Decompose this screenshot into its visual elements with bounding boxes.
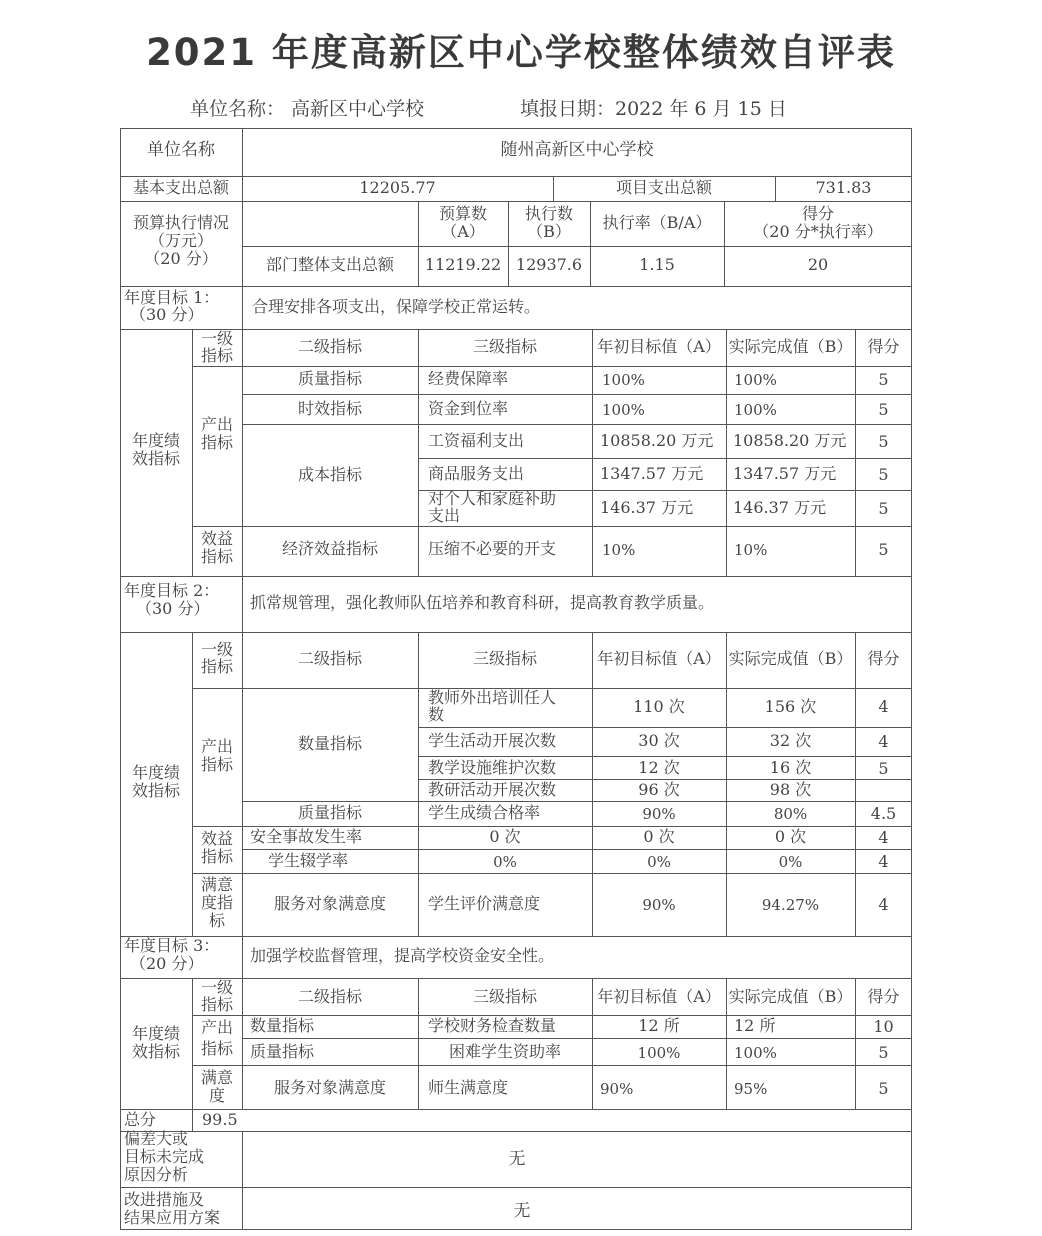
cost-lvl2: 成本指标 [297,465,362,484]
perf-label: 年度绩 [131,1024,180,1043]
lvl3-header: 三级指标 [472,987,537,1006]
target-header: 年初目标值（A） [597,337,721,356]
output-label: 产出 [200,737,233,756]
improvement-label: 改进措施及 [124,1190,205,1209]
goal-3-text: 加强学校监督管理，提高学校资金安全性。 [250,946,555,965]
perf-label: 年度绩 [131,763,180,782]
rate-header: 执行率（B/A） [602,213,712,232]
budget-label: 预算执行情况 [132,213,229,232]
score-header: 得分 [867,649,900,668]
lvl3-header: 三级指标 [472,337,537,356]
goal-2-label: 年度目标 2： [124,581,220,600]
satisfaction-label: 满意 [200,1068,233,1087]
satisfaction-label: 满意 [200,875,233,894]
goal-3-label: 年度目标 3： [124,936,220,955]
unit-line: 单位名称： 高新区中心学校 [190,98,425,120]
deviation-label: 偏差大或 [124,1129,189,1148]
budget-header: 预算数 [438,204,487,223]
total-label: 总分 [124,1110,157,1129]
lvl3-header: 三级指标 [472,649,537,668]
output-label: 产出 [200,415,233,434]
page-title: 2021 年度高新区中心学校整体绩效自评表 [146,31,896,74]
score-header: 得分 [867,987,900,1006]
lvl1-header: 一级 [200,329,233,348]
budget-score-value: 20 [807,255,829,274]
project-expense-label: 项目支出总额 [615,178,712,197]
exec-header: 执行数 [524,204,573,223]
benefit-label: 效益 [200,829,233,848]
deviation-value: 无 [508,1149,526,1169]
actual-header: 实际完成值（B） [728,987,853,1006]
actual-header: 实际完成值（B） [728,649,853,668]
benefit-label: 效益 [200,529,233,548]
goal-2-text: 抓常规管理，强化教师队伍培养和教育科研，提高教育教学质量。 [250,593,715,612]
target-header: 年初目标值（A） [597,987,721,1006]
improvement-value: 无 [513,1201,531,1221]
unit-name-label: 单位名称 [147,140,215,160]
score-header: 得分 [801,204,834,223]
basic-expense-label: 基本支出总额 [132,178,229,197]
output-label: 产出 [200,1018,233,1037]
score-header: 得分 [867,337,900,356]
lvl1-header: 一级 [200,978,233,997]
actual-header: 实际完成值（B） [728,337,853,356]
lvl2-header: 二级指标 [297,987,362,1006]
lvl2-header: 二级指标 [297,649,362,668]
basic-expense-value: 12205.77 [359,178,436,197]
rate-value: 1.15 [639,255,675,274]
perf-label: 年度绩 [131,431,180,450]
lvl2-header: 二级指标 [297,337,362,356]
qty-lvl2: 数量指标 [297,734,362,753]
lvl1-header: 一级 [200,640,233,659]
goal-1-text: 合理安排各项支出，保障学校正常运转。 [252,297,541,316]
dept-total-label: 部门整体支出总额 [265,255,394,274]
budget-value: 11219.22 [424,255,502,274]
date-line: 填报日期：2022 年 6 月 15 日 [520,98,787,120]
total-value: 99.5 [202,1110,238,1129]
unit-name-value: 随州高新区中心学校 [500,140,654,160]
target-header: 年初目标值（A） [597,649,721,668]
project-expense-value: 731.83 [815,178,872,197]
goal-1-label: 年度目标 1： [124,288,220,307]
exec-value: 12937.6 [515,255,583,274]
